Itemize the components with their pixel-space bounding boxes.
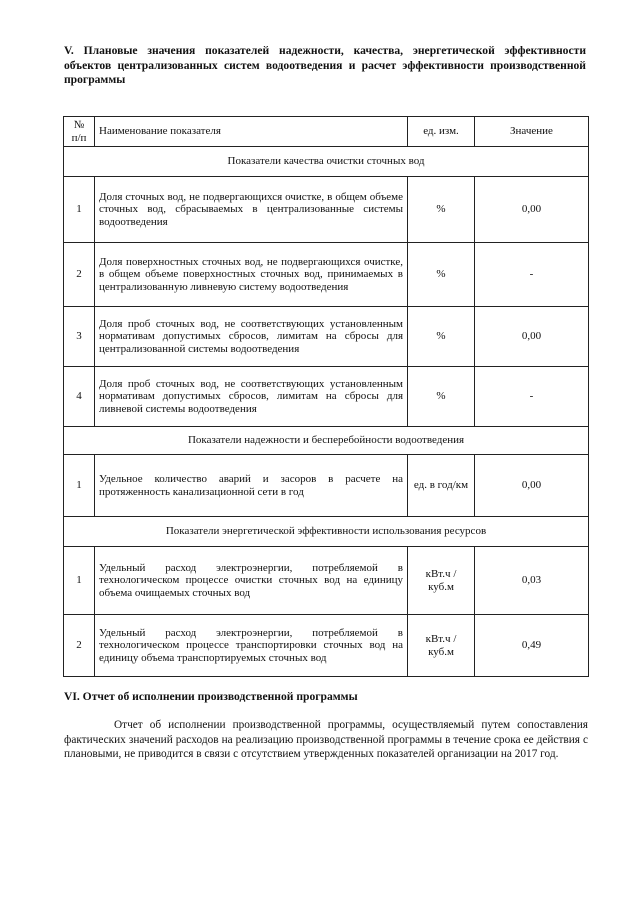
group-title: Показатели надежности и бесперебойности водоотведения — [64, 427, 589, 455]
row-value: 0,00 — [475, 455, 589, 517]
row-unit: кВт.ч / куб.м — [408, 615, 475, 677]
row-value: - — [475, 243, 589, 307]
group-header-row — [64, 517, 589, 547]
table-row — [64, 307, 589, 367]
row-name: Удельный расход электроэнергии, потребляемой в технологическом процессе очистки сточных вод на единицу объема очищаемых сточных вод — [95, 547, 408, 615]
row-num: 3 — [64, 307, 95, 367]
row-unit: % — [408, 243, 475, 307]
row-num: 2 — [64, 243, 95, 307]
indicators-table — [63, 116, 589, 677]
row-value: - — [475, 367, 589, 427]
table-row — [64, 177, 589, 243]
row-name: Доля сточных вод, не подвергающихся очистке, в общем объеме сточных вод, сбрасываемых в централизованные системы водоотведения — [95, 177, 408, 243]
col-num-header: № п/п — [64, 117, 95, 147]
row-name: Доля поверхностных сточных вод, не подвергающихся очистке, в общем объеме поверхностных сточных вод, принимаемых в централизованную ливневую систему водоотведения — [95, 243, 408, 307]
group-header-row — [64, 427, 589, 455]
group-header-row — [64, 147, 589, 177]
section6-paragraph: Отчет об исполнении производственной программы, осуществляемый путем сопоставления фактических значений расходов на реализацию производственной программы в течение срока ее действия с плановыми, не приводится в связи с отсутствием утвержденных показателей организации на 2017 год. — [64, 719, 588, 761]
row-num: 4 — [64, 367, 95, 427]
section6-title: VI. Отчет об исполнении производственной программы — [64, 690, 358, 703]
row-value: 0,03 — [475, 547, 589, 615]
table-row — [64, 367, 589, 427]
row-name: Доля проб сточных вод, не соответствующих установленным нормативам допустимых сбросов, лимитам на сбросы для ливневой системы водоотведения — [95, 367, 408, 427]
row-unit: % — [408, 307, 475, 367]
row-name: Удельное количество аварий и засоров в расчете на протяженность канализационной сети в год — [95, 455, 408, 517]
row-unit: % — [408, 177, 475, 243]
row-num: 1 — [64, 547, 95, 615]
col-value-header: Значение — [475, 117, 589, 147]
table-row — [64, 547, 589, 615]
row-num: 1 — [64, 455, 95, 517]
row-name: Доля проб сточных вод, не соответствующих установленным нормативам допустимых сбросов, лимитам на сбросы для централизованной системы водоотведения — [95, 307, 408, 367]
table-row — [64, 455, 589, 517]
section5-block — [64, 44, 586, 88]
table-row — [64, 615, 589, 677]
row-unit: кВт.ч / куб.м — [408, 547, 475, 615]
section5-title: V. Плановые значения показателей надежности, качества, энергетической эффективности объектов централизованных систем водоотведения и расчет эффективности производственной программы — [64, 44, 586, 87]
row-name: Удельный расход электроэнергии, потребляемой в технологическом процессе транспортировки сточных вод на единицу объема транспортируемых сточных вод — [95, 615, 408, 677]
row-unit: ед. в год/км — [408, 455, 475, 517]
row-value: 0,00 — [475, 177, 589, 243]
row-unit: % — [408, 367, 475, 427]
col-name-header: Наименование показателя — [95, 117, 408, 147]
row-value: 0,00 — [475, 307, 589, 367]
col-unit-header: ед. изм. — [408, 117, 475, 147]
section6-block — [64, 690, 588, 762]
row-value: 0,49 — [475, 615, 589, 677]
group-title: Показатели энергетической эффективности использования ресурсов — [64, 517, 589, 547]
row-num: 1 — [64, 177, 95, 243]
table-row — [64, 243, 589, 307]
table-header-row — [64, 117, 589, 147]
group-title: Показатели качества очистки сточных вод — [64, 147, 589, 177]
row-num: 2 — [64, 615, 95, 677]
